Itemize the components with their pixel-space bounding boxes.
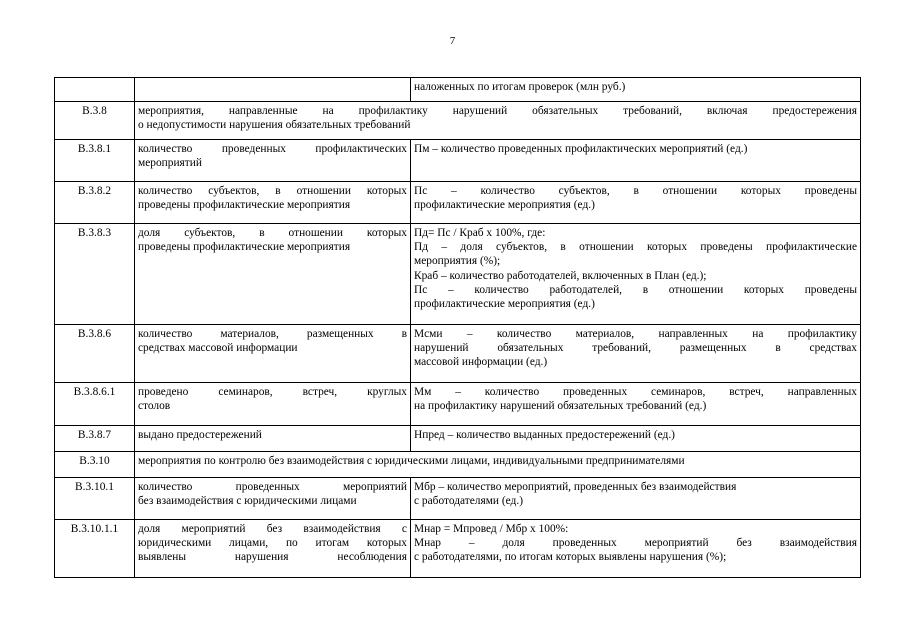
indicator-name: выдано предостережений bbox=[135, 426, 411, 452]
indicator-formula: Пд= Пс / Краб х 100%, где: Пд – доля субъектов, в отношении которых проведены профилактические мероприятия (%); Краб – количество работодателей, включенных в План (ед.); Пс – количество работодателей, в отношении которых проведены профилактические мероприятия (ед.) bbox=[411, 224, 861, 325]
indicator-code: В.3.8.2 bbox=[55, 182, 135, 224]
indicator-formula: Нпред – количество выданных предостережений (ед.) bbox=[411, 426, 861, 452]
table-row bbox=[55, 478, 861, 520]
table-row bbox=[55, 383, 861, 426]
table-row bbox=[55, 78, 861, 102]
table-row bbox=[55, 182, 861, 224]
table-row bbox=[55, 224, 861, 325]
indicator-group-title: мероприятия по контролю без взаимодействия с юридическими лицами, индивидуальными предпринимателями bbox=[135, 452, 861, 478]
indicator-code: В.3.8.6.1 bbox=[55, 383, 135, 426]
indicator-formula: Мнар = Мпровед / Мбр х 100%: Мнар – доля проведенных мероприятий без взаимодействия с работодателями, по итогам которых выявлены нарушения (%); bbox=[411, 520, 861, 578]
indicators-table bbox=[54, 77, 861, 578]
indicator-name: доля мероприятий без взаимодействия с юридическими лицами, по итогам которых выявлены нарушения несоблюдения bbox=[135, 520, 411, 578]
indicator-name: доля субъектов, в отношении которых проведены профилактические мероприятия bbox=[135, 224, 411, 325]
indicator-formula: Мм – количество проведенных семинаров, встреч, направленных на профилактику нарушений обязательных требований (ед.) bbox=[411, 383, 861, 426]
indicator-formula: наложенных по итогам проверок (млн руб.) bbox=[411, 78, 861, 102]
table-row bbox=[55, 102, 861, 140]
indicator-formula: Пм – количество проведенных профилактических мероприятий (ед.) bbox=[411, 140, 861, 182]
indicator-code: В.3.10.1.1 bbox=[55, 520, 135, 578]
indicator-name: количество проведенных мероприятий без взаимодействия с юридическими лицами bbox=[135, 478, 411, 520]
table-row bbox=[55, 520, 861, 578]
indicator-code: В.3.8.6 bbox=[55, 325, 135, 383]
table-row bbox=[55, 426, 861, 452]
indicator-formula: Пс – количество субъектов, в отношении которых проведены профилактические мероприятия (ед.) bbox=[411, 182, 861, 224]
indicator-name: количество субъектов, в отношении которых проведены профилактические мероприятия bbox=[135, 182, 411, 224]
indicator-code: В.3.8 bbox=[55, 102, 135, 140]
indicator-formula: Мсми – количество материалов, направленных на профилактику нарушений обязательных требований, размещенных в средствах массовой информации (ед.) bbox=[411, 325, 861, 383]
indicator-code: В.3.8.3 bbox=[55, 224, 135, 325]
indicator-name bbox=[135, 78, 411, 102]
indicator-code: В.3.10.1 bbox=[55, 478, 135, 520]
indicator-code bbox=[55, 78, 135, 102]
indicator-name: количество проведенных профилактических мероприятий bbox=[135, 140, 411, 182]
indicator-name: количество материалов, размещенных в средствах массовой информации bbox=[135, 325, 411, 383]
indicator-name: проведено семинаров, встреч, круглых столов bbox=[135, 383, 411, 426]
table-row bbox=[55, 140, 861, 182]
indicator-group-title: мероприятия, направленные на профилактику нарушений обязательных требований, включая предостережения о недопустимости нарушения обязательных требований bbox=[135, 102, 861, 140]
indicator-code: В.3.10 bbox=[55, 452, 135, 478]
table-row bbox=[55, 452, 861, 478]
indicator-code: В.3.8.1 bbox=[55, 140, 135, 182]
table-row bbox=[55, 325, 861, 383]
indicator-code: В.3.8.7 bbox=[55, 426, 135, 452]
page-number: 7 bbox=[449, 35, 456, 47]
indicator-formula: Мбр – количество мероприятий, проведенных без взаимодействия с работодателями (ед.) bbox=[411, 478, 861, 520]
